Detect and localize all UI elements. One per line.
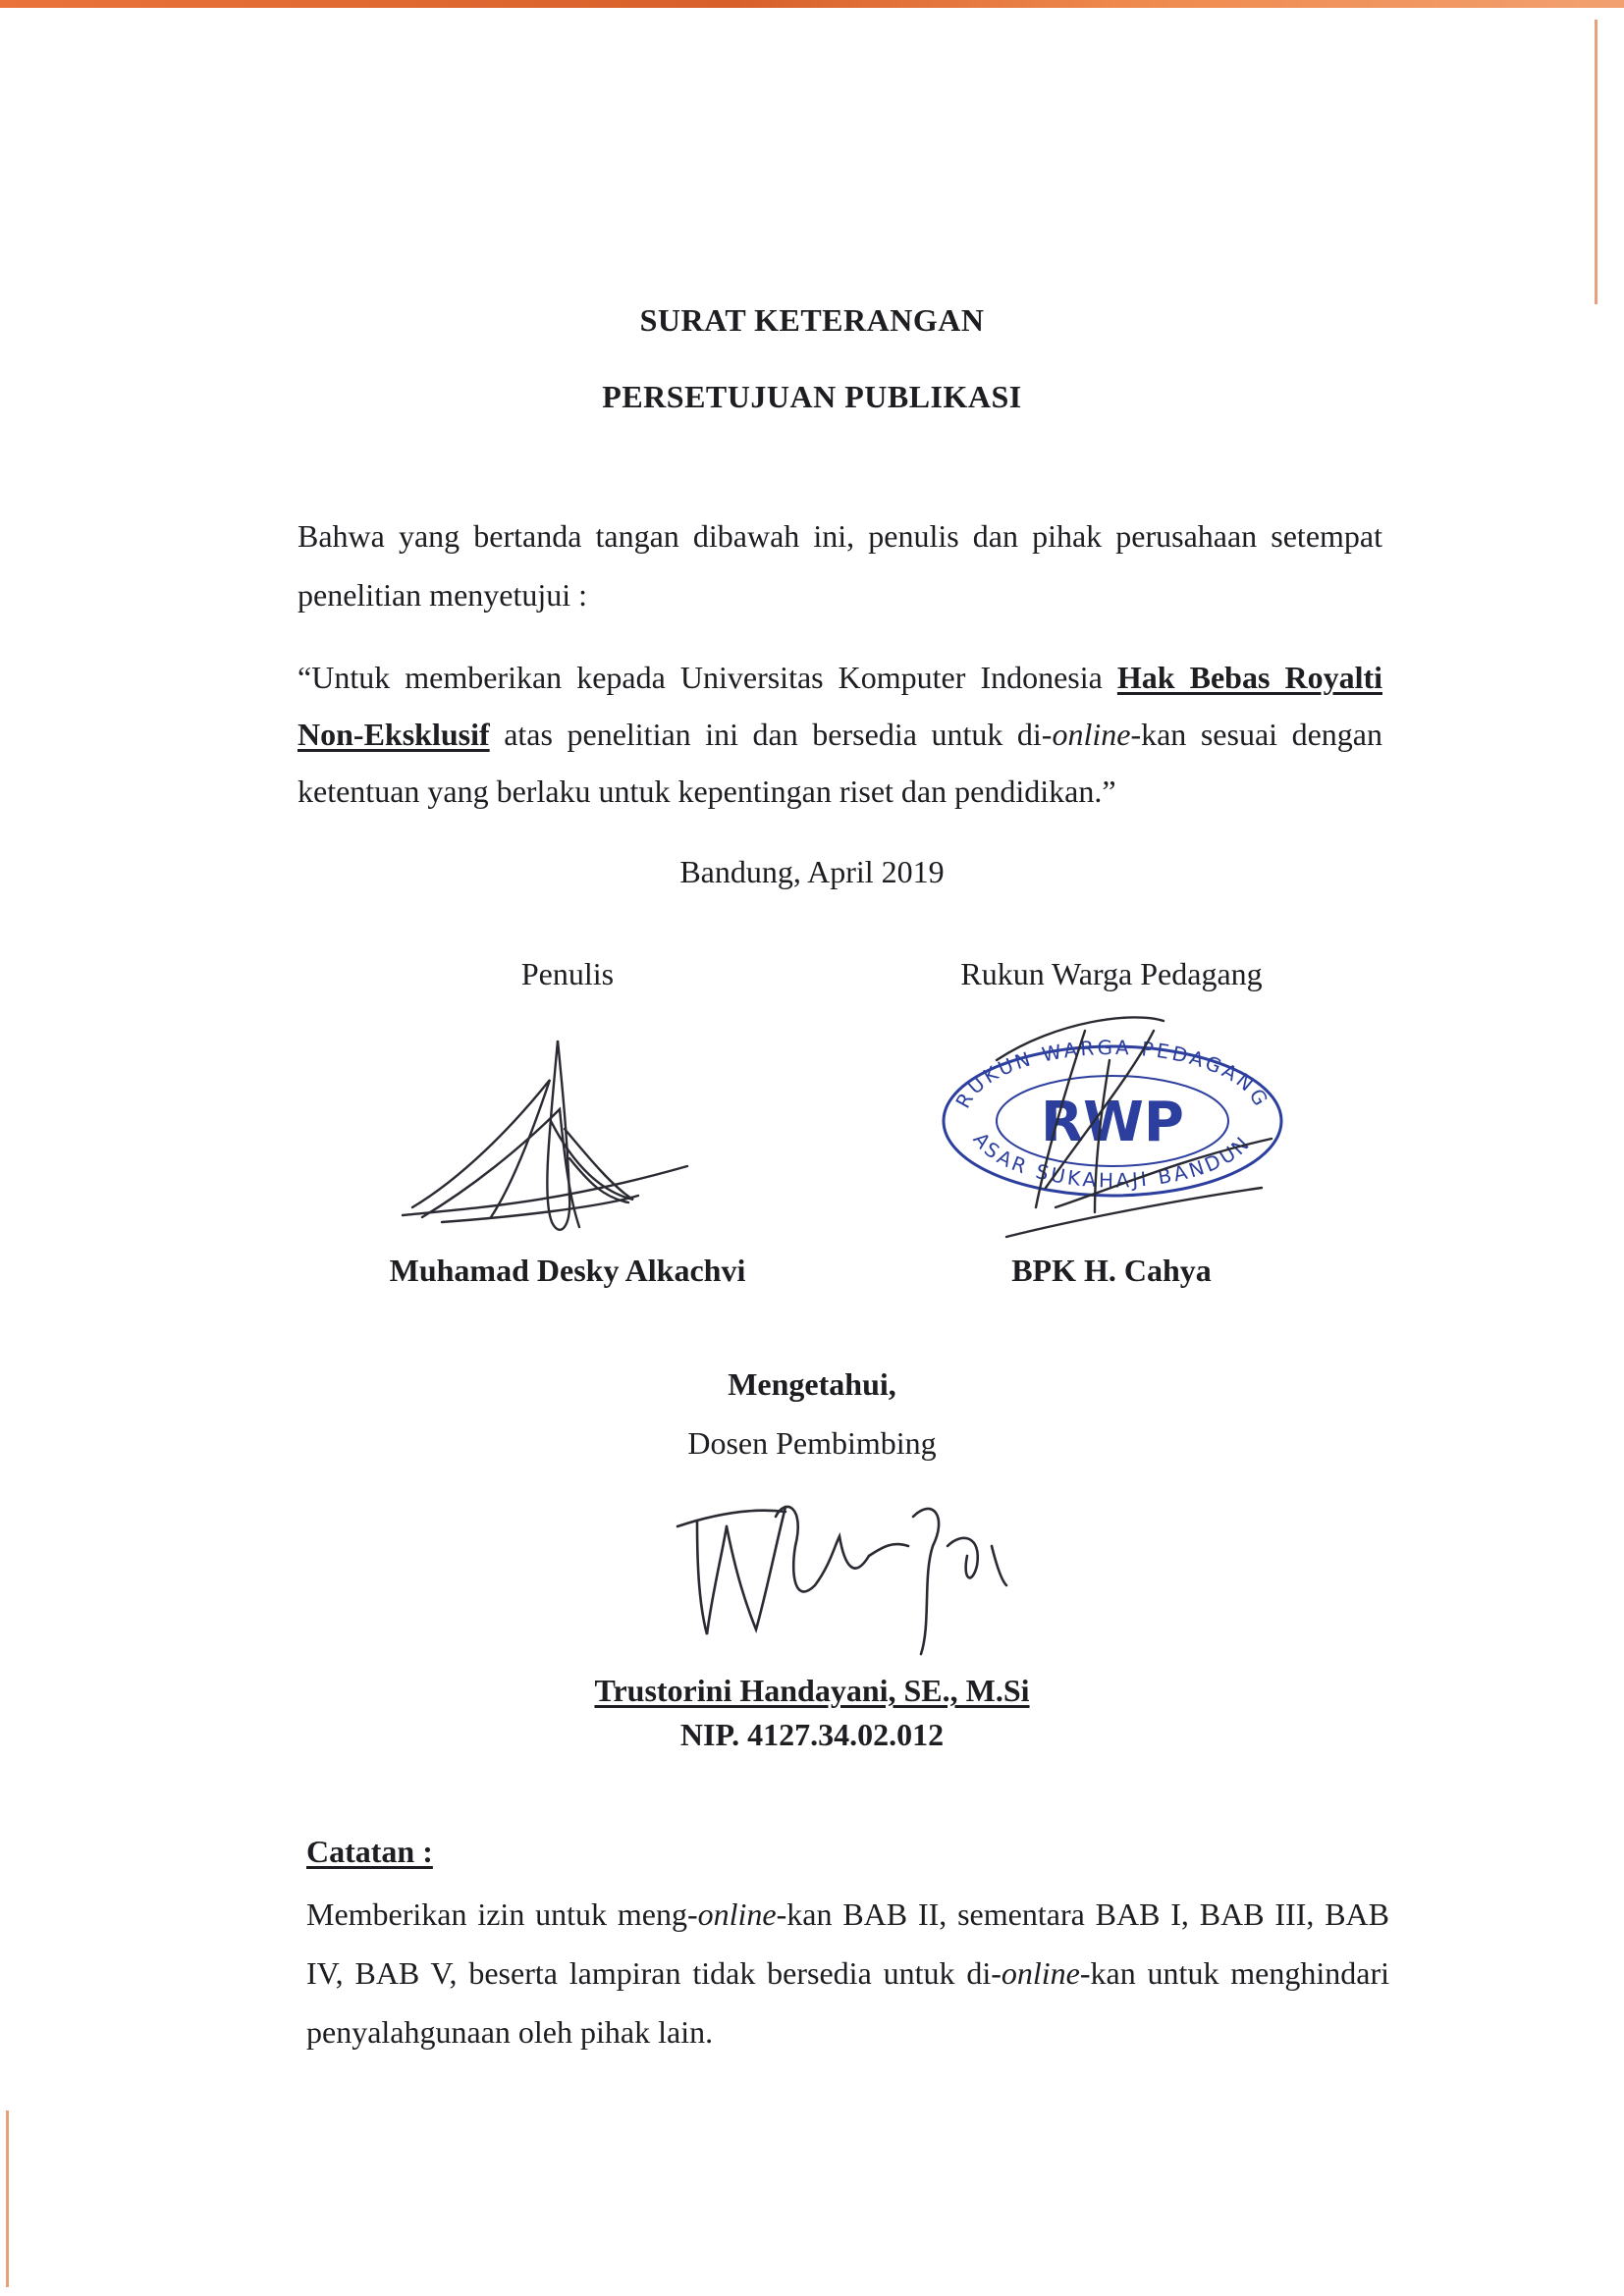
rw-stamp <box>928 983 1301 1256</box>
quote-line-2 <box>298 703 1382 766</box>
note-label: Catatan : <box>306 1834 433 1869</box>
note-line-2 <box>306 1942 1389 2004</box>
online-term: online <box>1052 717 1131 752</box>
intro-line-1: Bahwa yang bertanda tangan dibawah ini, penulis dan pihak perusahaan setempat <box>298 518 1382 554</box>
supervisor-name: Trustorini Handayani, SE., M.Si <box>594 1673 1030 1708</box>
supervisor-nip: NIP. 4127.34.02.012 <box>679 1717 945 1752</box>
quote-text: atas penelitian ini dan bersedia untuk di- <box>489 717 1053 752</box>
non-exclusive-term: Non-Eksklusif <box>298 717 490 752</box>
rw-name: BPK H. Cahya <box>1011 1253 1212 1288</box>
supervisor-signature <box>668 1487 1021 1664</box>
note-line-3: penyalahgunaan oleh pihak lain. <box>306 2014 714 2050</box>
royalty-term: Hak Bebas Royalti <box>1116 660 1382 695</box>
author-signature <box>393 1021 746 1247</box>
note-text: -kan BAB II, sementara BAB I, BAB III, BAB <box>776 1896 1390 1932</box>
scan-edge-left <box>6 2110 9 2287</box>
place-date: Bandung, April 2019 <box>679 854 945 889</box>
online-term: online <box>1001 1955 1080 1991</box>
quote-text: “Untuk memberikan kepada Universitas Komputer Indonesia <box>298 660 1117 695</box>
rw-role: Rukun Warga Pedagang <box>960 956 1263 991</box>
stamp-text-top: RUKUN WARGA PEDAGANG <box>950 1035 1274 1112</box>
quote-line-3: ketentuan yang berlaku untuk kepentingan riset dan pendidikan.” <box>298 774 1116 809</box>
note-text: -kan untuk menghindari <box>1079 1955 1390 1991</box>
author-role: Penulis <box>520 956 615 991</box>
note-line-1 <box>306 1883 1389 1946</box>
online-term: online <box>697 1896 777 1932</box>
quote-text: -kan sesuai dengan <box>1130 717 1383 752</box>
scan-edge-right <box>1595 20 1597 304</box>
acknowledgment-label: Mengetahui, <box>728 1366 896 1402</box>
document-subtitle: PERSETUJUAN PUBLIKASI <box>602 379 1022 414</box>
document-title: SURAT KETERANGAN <box>639 302 985 338</box>
intro-line-2: penelitian menyetujui : <box>298 577 588 613</box>
stamp-text-bottom: PASAR SUKAHAJI BANDUNG <box>928 983 1256 1193</box>
quote-line-1 <box>298 646 1382 709</box>
supervisor-role: Dosen Pembimbing <box>687 1425 937 1461</box>
note-text: IV, BAB V, beserta lampiran tidak bersedia untuk di- <box>306 1955 1001 1991</box>
note-text: Memberikan izin untuk meng- <box>306 1896 698 1932</box>
author-name: Muhamad Desky Alkachvi <box>389 1253 746 1288</box>
stamp-center-text: RWP <box>1041 1091 1184 1154</box>
scan-edge-top <box>0 0 1624 8</box>
